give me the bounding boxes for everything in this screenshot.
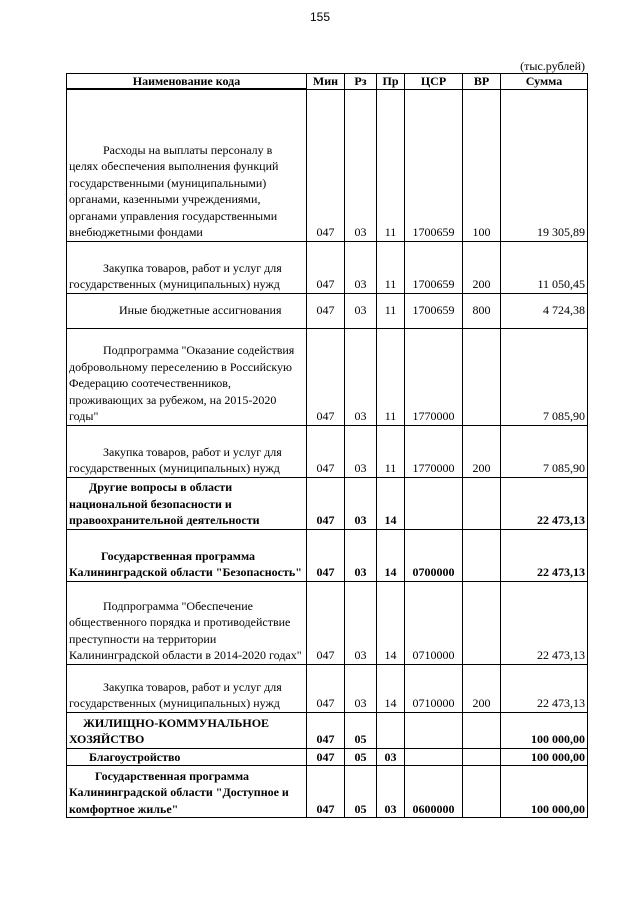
table-row — [67, 529, 588, 581]
header-name: Наименование кода — [67, 74, 307, 90]
table-row — [67, 293, 588, 328]
table-row — [67, 581, 588, 664]
row-pr: 14 — [377, 477, 405, 529]
row-rz: 03 — [345, 664, 377, 712]
row-name: Государственная программа Калининградской области "Доступное и комфортное жилье" — [69, 768, 289, 816]
row-pr: 11 — [377, 241, 405, 293]
row-min: 047 — [307, 664, 345, 712]
row-min: 047 — [307, 241, 345, 293]
row-sum: 100 000,00 — [501, 748, 588, 766]
row-min: 047 — [307, 581, 345, 664]
row-pr: 11 — [377, 328, 405, 425]
row-sum: 19 305,89 — [501, 89, 588, 241]
row-name: Закупка товаров, работ и услуг для государственных (муниципальных) нужд — [69, 444, 282, 475]
row-csr: 0600000 — [405, 766, 463, 818]
row-sum: 100 000,00 — [501, 712, 588, 748]
row-rz: 03 — [345, 529, 377, 581]
row-rz: 05 — [345, 712, 377, 748]
row-vr: 200 — [463, 241, 501, 293]
table-row — [67, 425, 588, 477]
header-csr: ЦСР — [405, 74, 463, 90]
row-sum: 11 050,45 — [501, 241, 588, 293]
table-header-row — [67, 74, 588, 90]
row-name: ЖИЛИЩНО-КОММУНАЛЬНОЕ ХОЗЯЙСТВО — [69, 715, 270, 746]
row-sum: 100 000,00 — [501, 766, 588, 818]
unit-label: (тыс.рублей) — [520, 59, 585, 73]
row-name: Государственная программа Калининградской области "Безопасность" — [69, 548, 302, 579]
row-csr — [405, 712, 463, 748]
row-sum: 7 085,90 — [501, 425, 588, 477]
row-sum: 7 085,90 — [501, 328, 588, 425]
row-rz: 05 — [345, 748, 377, 766]
header-rz: Рз — [345, 74, 377, 90]
row-csr: 1700659 — [405, 89, 463, 241]
row-pr: 14 — [377, 529, 405, 581]
row-rz: 03 — [345, 581, 377, 664]
row-pr: 11 — [377, 425, 405, 477]
row-min: 047 — [307, 328, 345, 425]
row-name: Благоустройство — [89, 749, 181, 764]
row-vr: 200 — [463, 664, 501, 712]
row-min: 047 — [307, 529, 345, 581]
table-row — [67, 241, 588, 293]
budget-table — [66, 73, 588, 818]
row-sum: 22 473,13 — [501, 529, 588, 581]
row-csr: 1770000 — [405, 425, 463, 477]
row-sum: 22 473,13 — [501, 477, 588, 529]
row-name: Подпрограмма "Обеспечение общественного порядка и противодействие преступности на территории Калининградской области в 2014-2020 годах" — [69, 598, 302, 662]
row-csr: 1770000 — [405, 328, 463, 425]
row-vr — [463, 477, 501, 529]
header-min: Мин — [307, 74, 345, 90]
row-csr — [405, 748, 463, 766]
row-name: Закупка товаров, работ и услуг для государственных (муниципальных) нужд — [69, 679, 282, 710]
row-vr — [463, 328, 501, 425]
table-row — [67, 89, 588, 241]
row-pr: 14 — [377, 664, 405, 712]
row-rz: 03 — [345, 293, 377, 328]
row-vr — [463, 581, 501, 664]
row-csr: 0700000 — [405, 529, 463, 581]
row-pr: 11 — [377, 293, 405, 328]
row-min: 047 — [307, 477, 345, 529]
row-vr: 200 — [463, 425, 501, 477]
row-csr — [405, 477, 463, 529]
row-vr — [463, 748, 501, 766]
header-sum: Сумма — [501, 74, 588, 90]
row-min: 047 — [307, 712, 345, 748]
row-name: Подпрограмма "Оказание содействия добровольному переселению в Российскую Федерацию соотечественников, проживающих за рубежом, на 2015-2020 годы" — [69, 343, 295, 423]
row-sum: 22 473,13 — [501, 581, 588, 664]
header-vr: ВР — [463, 74, 501, 90]
row-min: 047 — [307, 748, 345, 766]
row-min: 047 — [307, 293, 345, 328]
row-rz: 03 — [345, 89, 377, 241]
table-row — [67, 664, 588, 712]
row-sum: 4 724,38 — [501, 293, 588, 328]
row-sum: 22 473,13 — [501, 664, 588, 712]
table-row — [67, 328, 588, 425]
header-pr: Пр — [377, 74, 405, 90]
row-csr: 0710000 — [405, 581, 463, 664]
page-number: 155 — [309, 10, 331, 24]
row-pr: 14 — [377, 581, 405, 664]
row-vr — [463, 712, 501, 748]
row-pr: 03 — [377, 748, 405, 766]
row-min: 047 — [307, 766, 345, 818]
table-row — [67, 766, 588, 818]
row-name: Другие вопросы в области национальной безопасности и правоохранительной деятельности — [69, 480, 260, 527]
row-pr: 03 — [377, 766, 405, 818]
row-csr: 1700659 — [405, 241, 463, 293]
row-pr: 11 — [377, 89, 405, 241]
row-min: 047 — [307, 425, 345, 477]
row-name: Закупка товаров, работ и услуг для государственных (муниципальных) нужд — [69, 260, 282, 291]
row-name: Расходы на выплаты персоналу в целях обеспечения выполнения функций государственными (муниципальными) органами, казенными учреждениями, органами управления государственными внебюджетными фондами — [69, 142, 279, 239]
row-rz: 05 — [345, 766, 377, 818]
row-name: Иные бюджетные ассигнования — [119, 303, 282, 318]
row-rz: 03 — [345, 241, 377, 293]
table-row — [67, 712, 588, 748]
row-vr — [463, 766, 501, 818]
row-vr — [463, 529, 501, 581]
table-row — [67, 748, 588, 766]
row-pr — [377, 712, 405, 748]
table-row — [67, 477, 588, 529]
row-rz: 03 — [345, 477, 377, 529]
row-min: 047 — [307, 89, 345, 241]
row-csr: 1700659 — [405, 293, 463, 328]
row-vr: 100 — [463, 89, 501, 241]
row-rz: 03 — [345, 425, 377, 477]
row-csr: 0710000 — [405, 664, 463, 712]
row-rz: 03 — [345, 328, 377, 425]
row-vr: 800 — [463, 293, 501, 328]
